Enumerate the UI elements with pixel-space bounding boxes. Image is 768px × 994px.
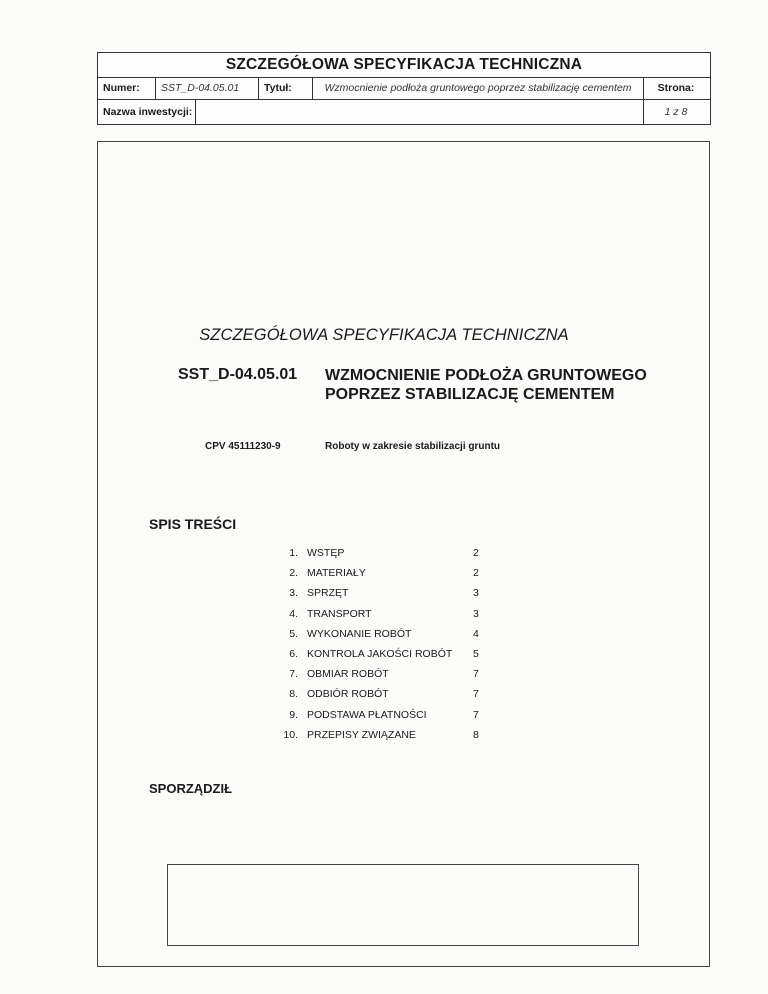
toc-item	[278, 664, 498, 684]
investment-label: Nazwa inwestycji:	[98, 100, 196, 124]
header-row-investment	[98, 100, 710, 124]
toc-item-label: KONTROLA JAKOŚCI ROBÓT	[307, 647, 453, 660]
main-title-line1: WZMOCNIENIE PODŁOŻA GRUNTOWEGO	[325, 367, 647, 384]
toc-item-page: 7	[473, 688, 479, 701]
page-label: Strona:	[657, 82, 695, 94]
toc-heading: SPIS TREŚCI	[149, 516, 237, 532]
toc-item-number: 6.	[289, 647, 298, 660]
toc-item	[278, 624, 498, 644]
toc-item	[278, 604, 498, 624]
toc-item-number: 5.	[289, 627, 298, 640]
main-title	[325, 366, 647, 404]
toc-item-number: 8.	[289, 688, 298, 701]
toc-item-page: 3	[473, 587, 479, 600]
toc-item-label: PODSTAWA PŁATNOŚCI	[307, 708, 427, 721]
document-header	[97, 52, 711, 125]
toc-item-page: 5	[473, 647, 479, 660]
page-value: 1 z 8	[664, 106, 688, 118]
cpv-description: Roboty w zakresie stabilizacji gruntu	[325, 441, 501, 452]
toc-item-label: MATERIAŁY	[307, 567, 366, 580]
toc-item-number: 7.	[289, 668, 298, 681]
header-row-number	[98, 78, 710, 100]
toc-item-number: 10.	[283, 728, 298, 741]
signature-box	[167, 864, 639, 946]
header-title: SZCZEGÓŁOWA SPECYFIKACJA TECHNICZNA	[98, 53, 710, 78]
toc-item	[278, 725, 498, 745]
toc-item-label: TRANSPORT	[307, 607, 372, 620]
toc-item-page: 7	[473, 708, 479, 721]
prepared-by-label: SPORZĄDZIŁ	[149, 781, 233, 796]
toc-item-page: 3	[473, 607, 479, 620]
toc-item	[278, 543, 498, 563]
toc-item-label: WSTĘP	[307, 547, 345, 559]
toc-item	[278, 644, 498, 664]
toc-item	[278, 684, 498, 704]
investment-value	[196, 100, 644, 124]
toc-item-label: ODBIÓR ROBÓT	[307, 688, 389, 701]
spec-code: SST_D-04.05.01	[178, 366, 298, 383]
cpv-code: CPV 45111230-9	[205, 441, 281, 452]
toc-item-label: SPRZĘT	[307, 587, 349, 600]
toc-item-number: 3.	[289, 587, 298, 600]
toc-item	[278, 563, 498, 583]
toc-item-number: 2.	[289, 567, 298, 580]
toc-item	[278, 705, 498, 725]
number-value: SST_D-04.05.01	[156, 78, 259, 99]
main-title-line2: POPRZEZ STABILIZACJĘ CEMENTEM	[325, 386, 615, 403]
toc-item-label: OBMIAR ROBÓT	[307, 668, 389, 681]
table-of-contents	[278, 543, 498, 745]
toc-item-number: 1.	[289, 547, 298, 559]
toc-item-page: 7	[473, 668, 479, 681]
toc-item-number: 4.	[289, 607, 298, 620]
title-value: Wzmocnienie podłoża gruntowego poprzez stabilizację cementem	[313, 78, 644, 99]
number-label: Numer:	[98, 78, 156, 99]
toc-item-number: 9.	[289, 708, 298, 721]
toc-item-page: 2	[473, 547, 479, 559]
spec-title: SZCZEGÓŁOWA SPECYFIKACJA TECHNICZNA	[199, 326, 569, 344]
toc-item-page: 4	[473, 627, 479, 640]
title-label: Tytuł:	[259, 78, 313, 99]
toc-item-label: WYKONANIE ROBÓT	[307, 627, 412, 640]
toc-item-page: 2	[473, 567, 479, 580]
toc-item-label: PRZEPISY ZWIĄZANE	[307, 728, 416, 741]
toc-item	[278, 583, 498, 603]
toc-item-page: 8	[473, 728, 479, 741]
